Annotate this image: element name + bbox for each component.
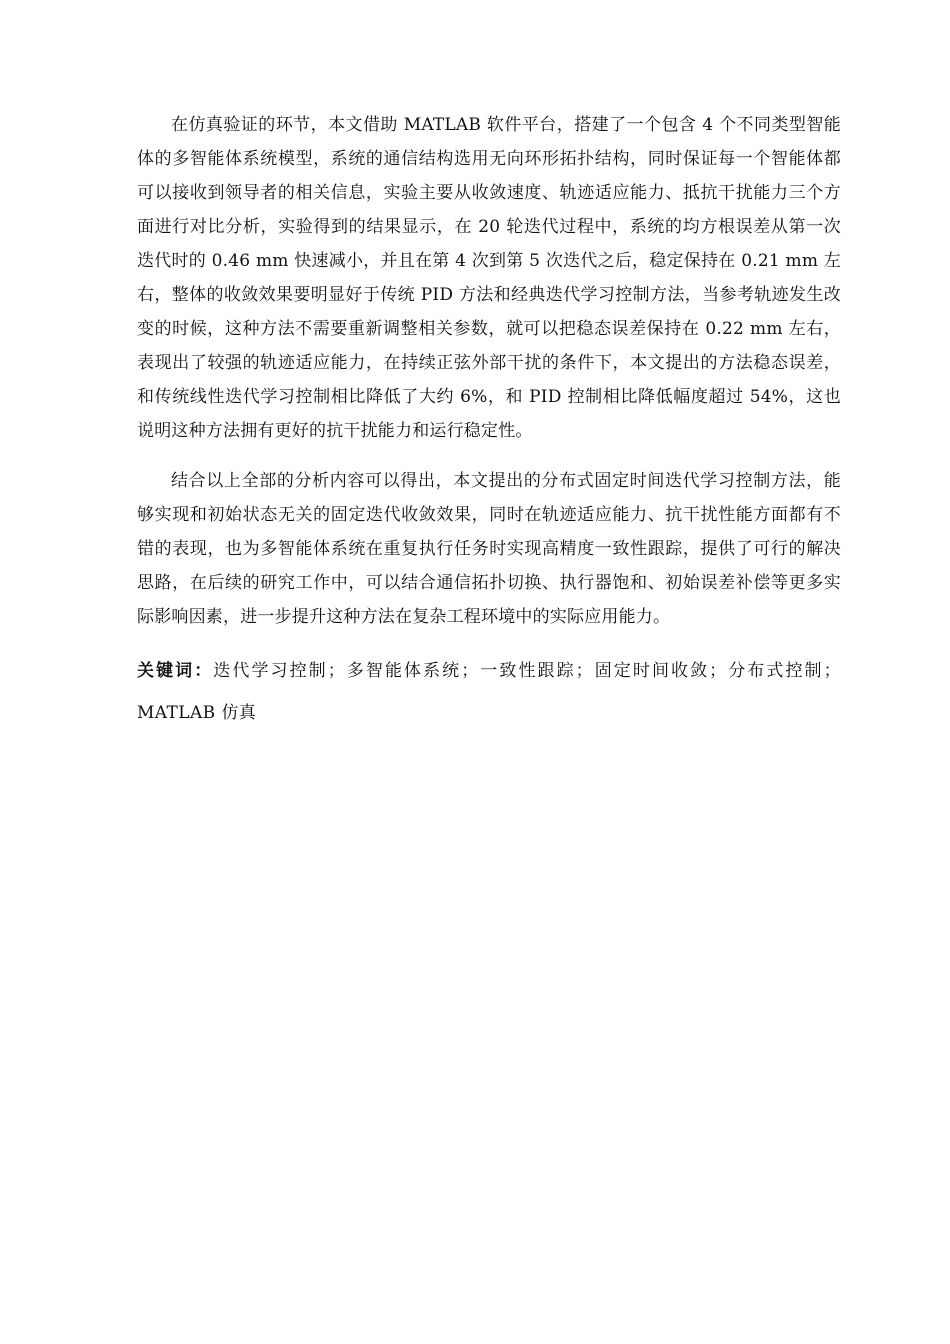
paragraph-simulation-results: 在仿真验证的环节，本文借助 MATLAB 软件平台，搭建了一个包含 4 个不同类型智能体的多智能体系统模型，系统的通信结构选用无向环形拓扑结构，同时保证每一个智能体都可以接收到领导者的相关信息，实验主要从收敛速度、轨迹适应能力、抵抗干扰能力三个方面进行对比分析，实验得到的结果显示，在 20 轮迭代过程中，系统的均方根误差从第一次迭代时的 0.46 mm 快速减小，并且在第 4 次到第 5 次迭代之后，稳定保持在 0.21 mm 左右，整体的收敛效果要明显好于传统 PID 方法和经典迭代学习控制方法，当参考轨迹发生改变的时候，这种方法不需要重新调整相关参数，就可以把稳态误差保持在 0.22 mm 左右，表现出了较强的轨迹适应能力，在持续正弦外部干扰的条件下，本文提出的方法稳态误差，和传统线性迭代学习控制相比降低了大约 6%，和 PID 控制相比降低幅度超过 54%，这也说明这种方法拥有更好的抗干扰能力和运行稳定性。 <box>137 115 841 441</box>
keywords-line <box>137 650 841 734</box>
paragraph-conclusion: 结合以上全部的分析内容可以得出，本文提出的分布式固定时间迭代学习控制方法，能够实现和初始状态无关的固定迭代收敛效果，同时在轨迹适应能力、抗干扰性能方面都有不错的表现，也为多智能体系统在重复执行任务时实现高精度一致性跟踪，提供了可行的解决思路，在后续的研究工作中，可以结合通信拓扑切换、执行器饱和、初始误差补偿等更多实际影响因素，进一步提升这种方法在复杂工程环境中的实际应用能力。 <box>137 471 841 627</box>
keywords-label: 关键词： <box>137 661 214 681</box>
document-body <box>137 108 841 734</box>
keywords-text: 迭代学习控制；多智能体系统；一致性跟踪；固定时间收敛；分布式控制；MATLAB 仿真 <box>137 661 841 723</box>
